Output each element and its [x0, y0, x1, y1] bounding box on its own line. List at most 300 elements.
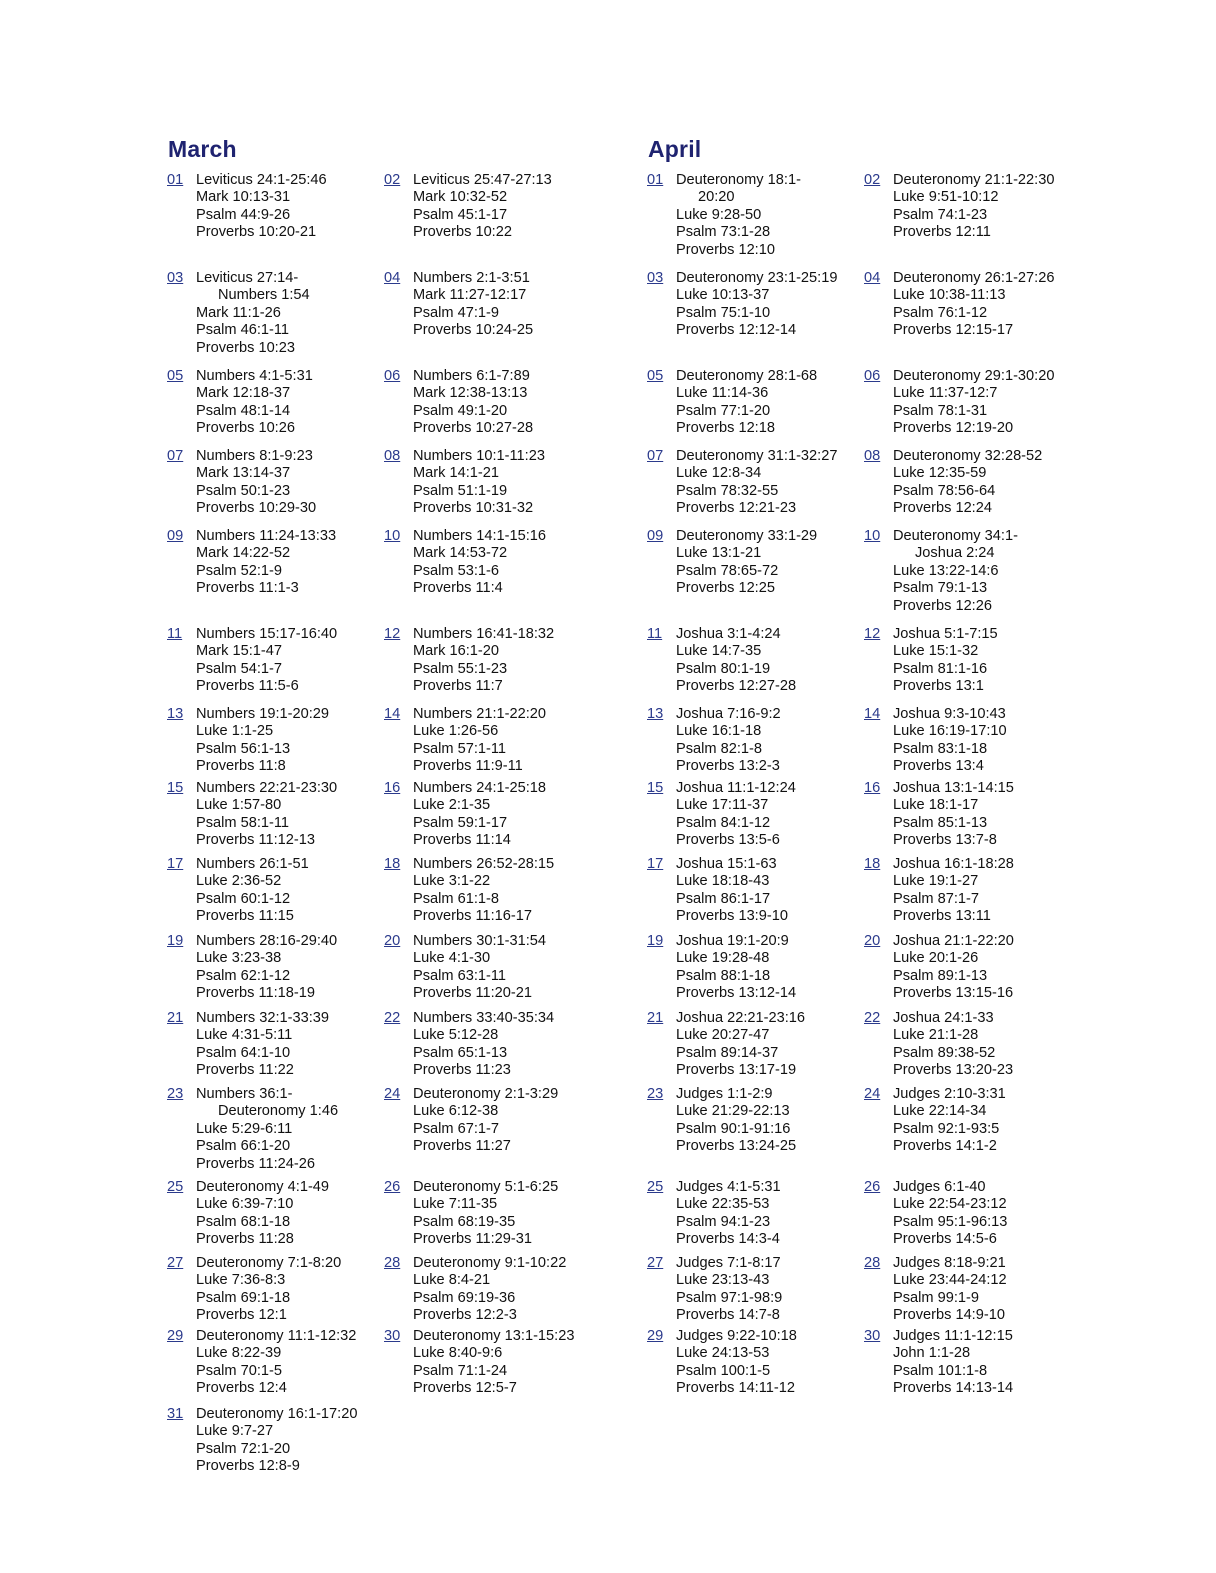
reading-line: Psalm 71:1-24	[413, 1362, 508, 1379]
reading-line: Deuteronomy 16:1-17:20	[196, 1406, 358, 1422]
reading-list	[676, 448, 837, 518]
reading-list	[893, 172, 1054, 242]
reading-line: Proverbs 12:21-23	[676, 500, 797, 517]
reading-line: Judges 1:1-2:9	[676, 1086, 773, 1102]
reading-line: Luke 5:29-6:11	[196, 1120, 293, 1137]
reading-line: Psalm 86:1-17	[676, 890, 771, 907]
reading-line: Joshua 3:1-4:24	[676, 626, 781, 642]
reading-line: Proverbs 14:11-12	[676, 1380, 795, 1397]
reading-line: Psalm 89:1-13	[893, 967, 988, 984]
reading-line: Psalm 53:1-6	[413, 562, 499, 579]
reading-line: Psalm 78:65-72	[676, 562, 779, 579]
reading-line: Mark 14:53-72	[413, 545, 508, 562]
reading-line: Joshua 19:1-20:9	[676, 933, 789, 949]
reading-line: Deuteronomy 1:46	[218, 1103, 339, 1120]
reading-list	[893, 626, 998, 696]
day-number-link[interactable]: 25	[167, 1179, 184, 1195]
reading-list	[413, 448, 545, 518]
reading-line: Psalm 63:1-11	[413, 967, 507, 984]
reading-line: Luke 2:1-35	[413, 797, 491, 814]
reading-line: Mark 14:22-52	[196, 545, 291, 562]
reading-line: Psalm 68:19-35	[413, 1213, 516, 1230]
reading-line: Luke 22:35-53	[676, 1196, 770, 1213]
reading-line: Luke 5:12-28	[413, 1027, 499, 1044]
day-number-link[interactable]: 17	[167, 856, 184, 872]
reading-line: Psalm 99:1-9	[893, 1289, 979, 1306]
reading-line: Luke 6:12-38	[413, 1103, 499, 1120]
day-number-link[interactable]: 10	[864, 528, 881, 544]
day-number-link[interactable]: 20	[384, 933, 401, 949]
day-entry	[864, 1328, 1013, 1398]
month-title-april: April	[648, 136, 702, 162]
reading-line: Proverbs 13:12-14	[676, 985, 797, 1002]
day-number-link[interactable]: 24	[384, 1086, 401, 1102]
day-number-link[interactable]: 21	[647, 1010, 664, 1026]
reading-line: Proverbs 13:7-8	[893, 832, 997, 849]
day-number-link[interactable]: 08	[864, 448, 881, 464]
reading-line: Proverbs 11:12-13	[196, 832, 315, 849]
day-number-link[interactable]: 15	[647, 780, 664, 796]
day-number-link[interactable]: 07	[167, 448, 184, 464]
day-entry	[384, 626, 554, 696]
reading-line: Psalm 84:1-12	[676, 814, 771, 831]
reading-line: Psalm 81:1-16	[893, 660, 988, 677]
reading-line: Psalm 59:1-17	[413, 814, 508, 831]
day-number-link[interactable]: 29	[647, 1328, 664, 1344]
reading-line: Psalm 95:1-96:13	[893, 1213, 1008, 1230]
reading-line: Psalm 54:1-7	[196, 660, 282, 677]
day-number-link[interactable]: 28	[864, 1255, 881, 1271]
reading-list	[196, 780, 337, 850]
reading-line: Luke 9:51-10:12	[893, 189, 999, 206]
reading-line: John 1:1-28	[893, 1345, 971, 1362]
reading-list	[893, 780, 1014, 850]
day-entry	[864, 706, 1007, 776]
day-entry	[864, 1010, 1013, 1080]
reading-line: Proverbs 13:20-23	[893, 1062, 1014, 1079]
reading-line: Psalm 101:1-8	[893, 1362, 988, 1379]
reading-line: Deuteronomy 9:1-10:22	[413, 1255, 567, 1271]
day-entry	[167, 368, 313, 438]
reading-line: Proverbs 13:17-19	[676, 1062, 797, 1079]
reading-line: Mark 14:1-21	[413, 465, 499, 482]
reading-line: Luke 16:1-18	[676, 723, 762, 740]
reading-line: Proverbs 12:10	[676, 241, 775, 258]
reading-line: Luke 7:11-35	[413, 1196, 498, 1213]
day-number-link[interactable]: 11	[167, 626, 183, 642]
reading-list	[196, 1086, 338, 1173]
reading-line: Luke 24:13-53	[676, 1345, 770, 1362]
reading-line: 20:20	[698, 189, 735, 206]
reading-list	[413, 706, 546, 776]
reading-line: Deuteronomy 21:1-22:30	[893, 172, 1055, 188]
reading-line: Leviticus 25:47-27:13	[413, 172, 552, 188]
day-number-link[interactable]: 09	[647, 528, 664, 544]
reading-list	[196, 1328, 356, 1398]
reading-list	[413, 856, 554, 926]
day-entry	[647, 626, 796, 696]
reading-line: Proverbs 12:26	[893, 597, 992, 614]
reading-list	[413, 1328, 574, 1398]
reading-list	[676, 528, 817, 598]
reading-line: Proverbs 14:1-2	[893, 1138, 997, 1155]
reading-line: Psalm 69:19-36	[413, 1289, 516, 1306]
reading-line: Proverbs 11:24-26	[196, 1155, 315, 1172]
day-entry	[384, 270, 533, 340]
reading-line: Joshua 22:21-23:16	[676, 1010, 806, 1026]
reading-line: Proverbs 11:16-17	[413, 908, 532, 925]
day-entry	[864, 172, 1054, 242]
day-number-link[interactable]: 12	[864, 626, 881, 642]
day-entry	[384, 1179, 558, 1249]
day-entry	[384, 1255, 566, 1325]
day-number-link[interactable]: 02	[864, 172, 881, 188]
day-number-link[interactable]: 19	[647, 933, 664, 949]
reading-line: Psalm 79:1-13	[893, 580, 988, 597]
day-entry	[647, 448, 837, 518]
reading-list	[893, 528, 1018, 615]
reading-line: Proverbs 11:29-31	[413, 1231, 532, 1248]
day-entry	[864, 448, 1042, 518]
reading-line: Psalm 78:1-31	[893, 402, 988, 419]
reading-line: Mark 12:18-37	[196, 385, 291, 402]
reading-list	[196, 856, 309, 926]
reading-line: Numbers 14:1-15:16	[413, 528, 547, 544]
day-number-link[interactable]: 26	[864, 1179, 881, 1195]
reading-line: Joshua 13:1-14:15	[893, 780, 1014, 796]
reading-line: Psalm 88:1-18	[676, 967, 771, 984]
reading-line: Luke 21:1-28	[893, 1027, 979, 1044]
reading-line: Psalm 100:1-5	[676, 1362, 771, 1379]
day-number-link[interactable]: 22	[864, 1010, 881, 1026]
day-number-link[interactable]: 04	[384, 270, 401, 286]
reading-line: Deuteronomy 7:1-8:20	[196, 1255, 342, 1271]
reading-line: Proverbs 10:24-25	[413, 322, 534, 339]
reading-line: Psalm 74:1-23	[893, 206, 988, 223]
day-entry	[647, 706, 781, 776]
reading-line: Luke 20:27-47	[676, 1027, 770, 1044]
reading-line: Psalm 73:1-28	[676, 224, 771, 241]
day-entry	[167, 1086, 338, 1173]
reading-list	[413, 933, 546, 1003]
reading-list	[676, 1179, 781, 1249]
day-number-link[interactable]: 25	[647, 1179, 664, 1195]
day-entry	[647, 780, 796, 850]
day-number-link[interactable]: 01	[167, 172, 184, 188]
reading-line: Mark 16:1-20	[413, 643, 499, 660]
reading-list	[893, 1328, 1013, 1398]
reading-line: Proverbs 11:5-6	[196, 678, 299, 695]
reading-line: Luke 23:13-43	[676, 1272, 770, 1289]
reading-line: Deuteronomy 31:1-32:27	[676, 448, 838, 464]
reading-line: Proverbs 12:1	[196, 1307, 287, 1324]
reading-line: Luke 1:1-25	[196, 723, 274, 740]
reading-line: Psalm 92:1-93:5	[893, 1120, 1000, 1137]
day-number-link[interactable]: 31	[167, 1406, 184, 1422]
day-entry	[167, 270, 310, 357]
day-number-link[interactable]: 27	[647, 1255, 664, 1271]
reading-line: Proverbs 10:27-28	[413, 420, 534, 437]
reading-list	[196, 933, 337, 1003]
day-number-link[interactable]: 26	[384, 1179, 401, 1195]
reading-line: Proverbs 10:26	[196, 420, 295, 437]
reading-list	[196, 1406, 357, 1476]
reading-list	[893, 933, 1014, 1003]
reading-line: Mark 15:1-47	[196, 643, 282, 660]
day-number-link[interactable]: 27	[167, 1255, 184, 1271]
reading-line: Deuteronomy 2:1-3:29	[413, 1086, 559, 1102]
reading-line: Luke 21:29-22:13	[676, 1103, 790, 1120]
day-number-link[interactable]: 03	[647, 270, 664, 286]
reading-line: Mark 11:27-12:17	[413, 287, 527, 304]
reading-list	[676, 706, 781, 776]
reading-list	[676, 933, 796, 1003]
reading-line: Psalm 94:1-23	[676, 1213, 771, 1230]
day-entry	[647, 172, 801, 259]
reading-list	[196, 1255, 341, 1325]
day-entry	[167, 780, 337, 850]
day-number-link[interactable]: 14	[384, 706, 401, 722]
day-number-link[interactable]: 01	[647, 172, 664, 188]
day-entry	[384, 780, 546, 850]
reading-line: Psalm 78:32-55	[676, 482, 779, 499]
reading-line: Proverbs 13:1	[893, 678, 984, 695]
reading-list	[196, 706, 329, 776]
reading-line: Psalm 45:1-17	[413, 206, 508, 223]
day-number-link[interactable]: 07	[647, 448, 664, 464]
reading-line: Proverbs 13:9-10	[676, 908, 788, 925]
day-number-link[interactable]: 15	[167, 780, 184, 796]
reading-line: Luke 9:7-27	[196, 1423, 274, 1440]
reading-line: Proverbs 13:24-25	[676, 1138, 797, 1155]
day-number-link[interactable]: 24	[864, 1086, 881, 1102]
day-entry	[647, 856, 788, 926]
reading-line: Proverbs 12:19-20	[893, 420, 1014, 437]
day-number-link[interactable]: 11	[647, 626, 663, 642]
reading-line: Proverbs 11:22	[196, 1062, 294, 1079]
day-number-link[interactable]: 05	[167, 368, 184, 384]
reading-line: Psalm 76:1-12	[893, 304, 988, 321]
reading-list	[413, 780, 546, 850]
reading-list	[893, 368, 1054, 438]
reading-line: Luke 12:35-59	[893, 465, 987, 482]
reading-line: Psalm 69:1-18	[196, 1289, 291, 1306]
day-number-link[interactable]: 23	[167, 1086, 184, 1102]
day-entry	[864, 1179, 1007, 1249]
reading-list	[413, 172, 552, 242]
reading-line: Leviticus 24:1-25:46	[196, 172, 327, 188]
reading-list	[893, 448, 1042, 518]
reading-line: Psalm 52:1-9	[196, 562, 282, 579]
reading-line: Luke 18:18-43	[676, 873, 770, 890]
reading-line: Numbers 30:1-31:54	[413, 933, 547, 949]
reading-line: Numbers 8:1-9:23	[196, 448, 313, 464]
reading-list	[196, 528, 336, 598]
reading-line: Proverbs 12:24	[893, 500, 992, 517]
day-number-link[interactable]: 13	[167, 706, 184, 722]
reading-line: Luke 6:39-7:10	[196, 1196, 294, 1213]
day-number-link[interactable]: 03	[167, 270, 184, 286]
reading-line: Joshua 21:1-22:20	[893, 933, 1014, 949]
day-entry	[384, 933, 546, 1003]
reading-line: Mark 13:14-37	[196, 465, 291, 482]
reading-line: Luke 14:7-35	[676, 643, 762, 660]
reading-list	[413, 1179, 558, 1249]
reading-line: Mark 10:13-31	[196, 189, 291, 206]
day-number-link[interactable]: 04	[864, 270, 881, 286]
reading-list	[893, 270, 1054, 340]
reading-line: Luke 15:1-32	[893, 643, 979, 660]
day-entry	[864, 1255, 1007, 1325]
day-entry	[647, 528, 817, 598]
day-entry	[167, 1010, 329, 1080]
day-number-link[interactable]: 28	[384, 1255, 401, 1271]
day-number-link[interactable]: 17	[647, 856, 664, 872]
reading-line: Numbers 28:16-29:40	[196, 933, 338, 949]
reading-list	[676, 172, 801, 259]
reading-line: Luke 4:1-30	[413, 950, 491, 967]
day-number-link[interactable]: 23	[647, 1086, 664, 1102]
reading-line: Proverbs 12:27-28	[676, 678, 797, 695]
day-number-link[interactable]: 06	[864, 368, 881, 384]
reading-list	[196, 368, 313, 438]
day-entry	[384, 1086, 558, 1156]
reading-line: Luke 11:14-36	[676, 385, 769, 402]
day-entry	[167, 528, 336, 598]
day-entry	[864, 856, 1014, 926]
reading-line: Deuteronomy 13:1-15:23	[413, 1328, 575, 1344]
reading-line: Numbers 24:1-25:18	[413, 780, 547, 796]
reading-list	[413, 270, 533, 340]
day-number-link[interactable]: 06	[384, 368, 401, 384]
day-entry	[167, 856, 309, 926]
reading-line: Proverbs 12:11	[893, 224, 991, 241]
reading-list	[413, 1255, 566, 1325]
day-number-link[interactable]: 10	[384, 528, 401, 544]
day-number-link[interactable]: 02	[384, 172, 401, 188]
reading-line: Psalm 47:1-9	[413, 304, 499, 321]
day-entry	[647, 1010, 805, 1080]
reading-line: Judges 6:1-40	[893, 1179, 986, 1195]
reading-line: Numbers 19:1-20:29	[196, 706, 330, 722]
reading-line: Psalm 97:1-98:9	[676, 1289, 783, 1306]
reading-line: Proverbs 10:22	[413, 224, 512, 241]
reading-line: Luke 16:19-17:10	[893, 723, 1007, 740]
reading-line: Psalm 83:1-18	[893, 740, 988, 757]
reading-line: Deuteronomy 18:1-	[676, 172, 801, 188]
reading-line: Numbers 2:1-3:51	[413, 270, 530, 286]
reading-line: Proverbs 13:4	[893, 758, 984, 775]
day-number-link[interactable]: 16	[384, 780, 401, 796]
day-number-link[interactable]: 22	[384, 1010, 401, 1026]
reading-line: Psalm 49:1-20	[413, 402, 508, 419]
reading-list	[196, 626, 337, 696]
reading-line: Proverbs 10:20-21	[196, 224, 317, 241]
reading-line: Luke 4:31-5:11	[196, 1027, 293, 1044]
reading-line: Psalm 67:1-7	[413, 1120, 499, 1137]
reading-line: Proverbs 13:2-3	[676, 758, 780, 775]
reading-list	[196, 448, 316, 518]
reading-list	[196, 172, 327, 242]
reading-line: Luke 13:22-14:6	[893, 562, 999, 579]
day-number-link[interactable]: 19	[167, 933, 184, 949]
reading-line: Judges 11:1-12:15	[893, 1328, 1013, 1344]
reading-list	[413, 528, 546, 598]
day-number-link[interactable]: 14	[864, 706, 881, 722]
day-entry	[384, 1328, 574, 1398]
reading-line: Numbers 21:1-22:20	[413, 706, 547, 722]
reading-line: Psalm 78:56-64	[893, 482, 996, 499]
reading-line: Proverbs 10:29-30	[196, 500, 317, 517]
reading-list	[676, 856, 788, 926]
reading-line: Joshua 2:24	[915, 545, 995, 562]
reading-line: Psalm 55:1-23	[413, 660, 508, 677]
reading-line: Deuteronomy 5:1-6:25	[413, 1179, 559, 1195]
day-number-link[interactable]: 13	[647, 706, 664, 722]
day-number-link[interactable]: 09	[167, 528, 184, 544]
reading-line: Deuteronomy 28:1-68	[676, 368, 818, 384]
reading-line: Numbers 16:41-18:32	[413, 626, 555, 642]
day-number-link[interactable]: 21	[167, 1010, 184, 1026]
reading-line: Proverbs 11:9-11	[413, 758, 523, 775]
day-entry	[864, 1086, 1006, 1156]
day-entry	[167, 1328, 356, 1398]
reading-list	[893, 1010, 1013, 1080]
day-number-link[interactable]: 30	[384, 1328, 401, 1344]
day-number-link[interactable]: 16	[864, 780, 881, 796]
reading-line: Luke 8:22-39	[196, 1345, 282, 1362]
reading-line: Luke 22:54-23:12	[893, 1196, 1007, 1213]
day-entry	[647, 933, 796, 1003]
reading-line: Luke 22:14-34	[893, 1103, 987, 1120]
reading-line: Numbers 26:1-51	[196, 856, 309, 872]
reading-line: Psalm 65:1-13	[413, 1044, 508, 1061]
reading-line: Proverbs 14:3-4	[676, 1231, 780, 1248]
day-number-link[interactable]: 30	[864, 1328, 881, 1344]
reading-line: Psalm 50:1-23	[196, 482, 291, 499]
reading-line: Deuteronomy 33:1-29	[676, 528, 818, 544]
reading-list	[676, 368, 817, 438]
reading-line: Psalm 68:1-18	[196, 1213, 291, 1230]
day-number-link[interactable]: 18	[384, 856, 401, 872]
day-entry	[167, 1406, 357, 1476]
day-number-link[interactable]: 08	[384, 448, 401, 464]
reading-line: Mark 10:32-52	[413, 189, 508, 206]
reading-line: Proverbs 14:13-14	[893, 1380, 1014, 1397]
reading-line: Proverbs 11:18-19	[196, 985, 315, 1002]
day-number-link[interactable]: 29	[167, 1328, 184, 1344]
reading-line: Proverbs 10:23	[196, 339, 295, 356]
day-number-link[interactable]: 05	[647, 368, 664, 384]
reading-line: Luke 3:1-22	[413, 873, 491, 890]
reading-line: Proverbs 13:11	[893, 908, 991, 925]
reading-line: Numbers 15:17-16:40	[196, 626, 338, 642]
reading-line: Proverbs 13:5-6	[676, 832, 780, 849]
reading-line: Judges 9:22-10:18	[676, 1328, 797, 1344]
day-number-link[interactable]: 18	[864, 856, 881, 872]
reading-list	[413, 1010, 554, 1080]
day-entry	[647, 1086, 796, 1156]
reading-line: Proverbs 11:27	[413, 1138, 511, 1155]
day-entry	[647, 270, 837, 340]
day-number-link[interactable]: 20	[864, 933, 881, 949]
reading-line: Proverbs 14:9-10	[893, 1307, 1005, 1324]
day-entry	[384, 706, 546, 776]
day-number-link[interactable]: 12	[384, 626, 401, 642]
reading-line: Deuteronomy 26:1-27:26	[893, 270, 1055, 286]
reading-line: Proverbs 12:18	[676, 420, 775, 437]
reading-line: Mark 12:38-13:13	[413, 385, 528, 402]
